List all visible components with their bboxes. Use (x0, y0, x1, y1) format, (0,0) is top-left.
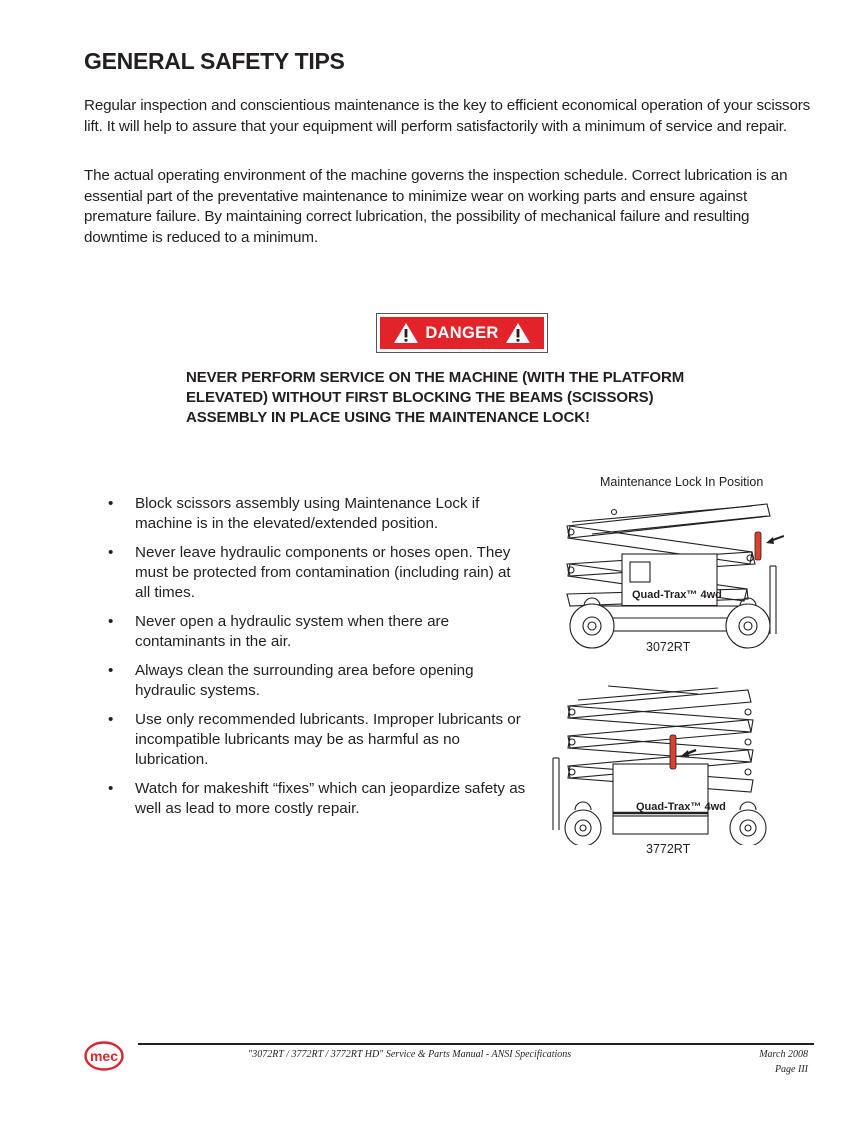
bullet-icon: • (108, 662, 114, 679)
logo-text: mec (89, 1048, 119, 1064)
model-label-3772rt: 3772RT (646, 842, 691, 856)
bullet-icon: • (108, 544, 114, 561)
list-item (108, 710, 528, 770)
bullet-icon: • (108, 495, 114, 512)
list-item-text: Use only recommended lubricants. Improper lubricants or incompatible lubricants may be as harmful as no lubrication. (135, 711, 521, 768)
quad-trax-badge-1: Quad-Trax™ 4wd (632, 589, 722, 601)
list-item (108, 661, 528, 701)
danger-label: DANGER (425, 323, 499, 342)
maintenance-lock-icon (670, 735, 676, 769)
safety-tips-list (108, 494, 528, 828)
bullet-icon: • (108, 711, 114, 728)
list-item-text: Never open a hydraulic system when there are contaminants in the air. (135, 613, 450, 650)
list-item (108, 494, 528, 534)
page-title: GENERAL SAFETY TIPS (84, 48, 345, 74)
warning-triangle-icon (505, 322, 531, 344)
arrow-pointer-icon (681, 750, 696, 757)
scissor-lift-3772rt-illustration (548, 680, 778, 845)
bullet-icon: • (108, 613, 114, 630)
arrow-pointer-icon (766, 536, 784, 544)
footer-date: March 2008 (759, 1049, 808, 1060)
footer-divider (138, 1043, 814, 1045)
maintenance-lock-icon (755, 532, 761, 560)
figure-caption: Maintenance Lock In Position (600, 475, 764, 489)
warning-triangle-icon (393, 322, 419, 344)
danger-message: NEVER PERFORM SERVICE ON THE MACHINE (WITH THE PLATFORM ELEVATED) WITHOUT FIRST BLOCKING THE BEAMS (SCISSORS) ASSEMBLY IN PLACE USING THE MAINTENANCE LOCK! (186, 369, 685, 426)
danger-badge (376, 313, 548, 353)
list-item-text: Never leave hydraulic components or hoses open. They must be protected from contamination (including rain) at all times. (135, 544, 511, 601)
danger-badge-fill (380, 317, 544, 349)
mec-logo (84, 1041, 124, 1071)
quad-trax-badge-2: Quad-Trax™ 4wd (636, 801, 726, 813)
list-item-text: Always clean the surrounding area before opening hydraulic systems. (135, 662, 474, 699)
list-item (108, 543, 528, 603)
lubrication-paragraph: The actual operating environment of the machine governs the inspection schedule. Correct lubrication is an essential part of the preventative maintenance to minimize wear on working parts and ensure against premature failure. By maintaining correct lubrication, the possibility of mechanical failure and resulting downtime is reduced to a minimum. (84, 167, 788, 246)
scissor-lift-3072rt-illustration (562, 494, 784, 654)
list-item-text: Watch for makeshift “fixes” which can jeopardize safety as well as lead to more costly repair. (135, 780, 526, 817)
footer-page-number: Page III (774, 1064, 808, 1075)
model-label-3072rt: 3072RT (646, 640, 691, 654)
intro-paragraph: Regular inspection and conscientious maintenance is the key to efficient economical operation of your scissors lift. It will help to assure that your equipment will perform satisfactorily with a minimum of service and repair. (84, 97, 811, 135)
list-item (108, 612, 528, 652)
footer-manual-title: "3072RT / 3772RT / 3772RT HD" Service & Parts Manual - ANSI Specifications (248, 1049, 572, 1060)
bullet-icon: • (108, 780, 114, 797)
list-item (108, 779, 528, 819)
list-item-text: Block scissors assembly using Maintenance Lock if machine is in the elevated/extended position. (135, 495, 480, 532)
